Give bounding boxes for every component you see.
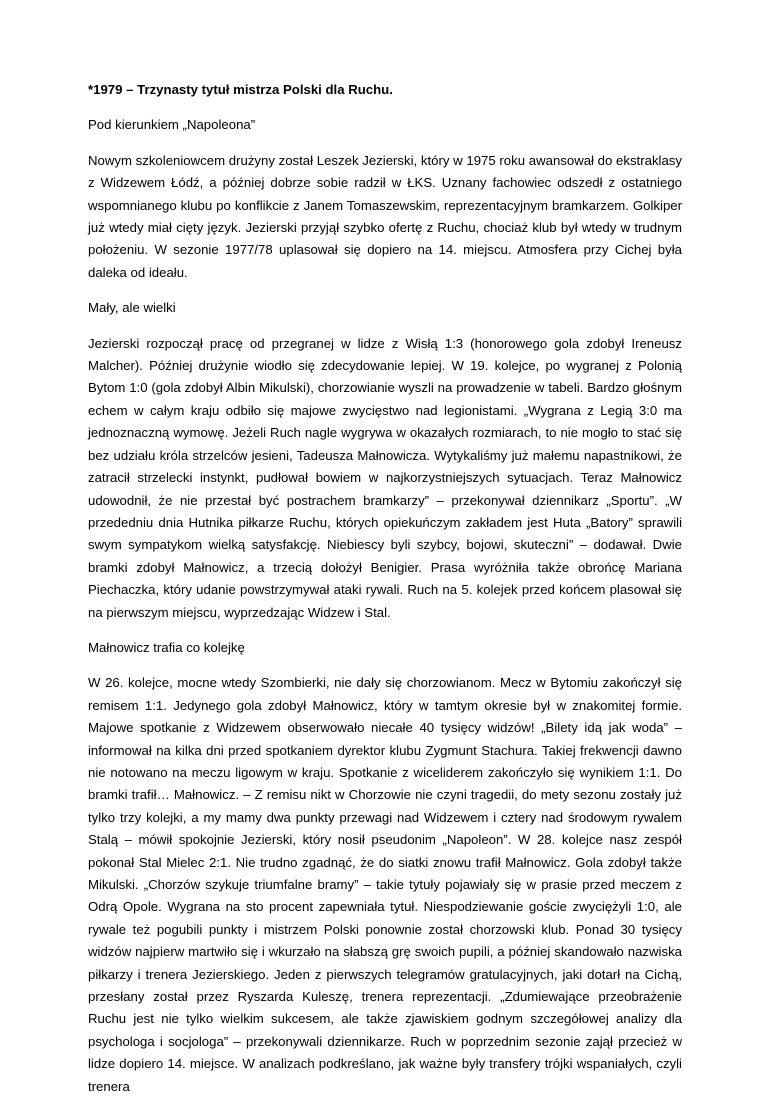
document-title: *1979 – Trzynasty tytuł mistrza Polski dla Ruchu. bbox=[88, 82, 393, 97]
section-heading-small-but-great: Mały, ale wielki bbox=[88, 300, 176, 316]
paragraph-new-coach: Nowym szkoleniowcem drużyny został Leszek Jezierski, który w 1975 roku awansował do ekstraklasy z Widzewem Łódź, a później dobrze sobie radził w ŁKS. Uznany fachowiec odszedł z ostatniego wspomnianego klubu po konflikcie z Janem Tomaszewskim, reprezentacyjnym bramkarzem. Golkiper już wtedy miał cięty język. Jezierski przyjął szybko ofertę z Ruchu, chociaż klub był wtedy w trudnym położeniu. W sezonie 1977/78 uplasował się dopiero na 14. miejscu. Atmosfera przy Cichej była daleka od ideału. bbox=[88, 152, 682, 280]
section-heading-malnowicz-scores: Małnowicz trafia co kolejkę bbox=[88, 639, 245, 655]
paragraph-season-start: Jezierski rozpoczął pracę od przegranej w lidze z Wisłą 1:3 (honorowego gola zdobył Ireneusz Malcher). Później drużynie wiodło się zdecydowanie lepiej. W 19. kolejce, po wygranej z Polonią Bytom 1:0 (gola zdobył Albin Mikulski), chorzowianie wyszli na prowadzenie w tabeli. Bardzo głośnym echem w całym kraju odbiło się majowe zwycięstwo nad legionistami. „Wygrana z Legią 3:0 ma jednoznaczną wymowę. Jeżeli Ruch nagle wygrywa w okazałych rozmiarach, to nie mogło to stać się bez udziału króla strzelców jesieni, Tadeusza Małnowicza. Wytykaliśmy już małemu napastnikowi, że zatracił strzelecki instynkt, pudłował bowiem w najkorzystniejszych sytuacjach. Teraz Małnowicz udowodnił, że nie przestał być postrachem bramkarzy” – przekonywał dziennikarz „Sportu”. „W przededniu dnia Hutnika piłkarze Ruchu, których opiekuńczym zakładem jest Huta „Batory” sprawili swym sympatykom wielką satysfakcję. Niebiescy byli szybcy, bojowi, skuteczni” – dodawał. Dwie bramki zdobył Małnowicz, a trzecią dołożył Benigier. Prasa wyróżniła także obrońcę Mariana Piechaczka, który udanie powstrzymywał ataki rywali. Ruch na 5. kolejek przed końcem plasował się na pierwszym miejscu, wyprzedzając Widzew i Stal. bbox=[88, 335, 682, 620]
section-heading-napoleon: Pod kierunkiem „Napoleona” bbox=[88, 117, 256, 133]
document-page bbox=[88, 79, 682, 1111]
paragraph-final-rounds: W 26. kolejce, mocne wtedy Szombierki, nie dały się chorzowianom. Mecz w Bytomiu zakończył się remisem 1:1. Jedynego gola zdobył Małnowicz, który w tamtym okresie był w znakomitej formie. Majowe spotkanie z Widzewem obserwowało niecałe 40 tysięcy widzów! „Bilety idą jak woda” – informował na kilka dni przed spotkaniem dyrektor klubu Zygmunt Stachura. Takiej frekwencji dawno nie notowano na meczu ligowym w kraju. Spotkanie z wiceliderem zakończyło się wynikiem 1:1. Do bramki trafił… Małnowicz. – Z remisu nikt w Chorzowie nie czyni tragedii, do mety sezonu zostały już tylko trzy kolejki, a my mamy dwa punkty przewagi nad Widzewem i cztery nad środowym rywalem Stalą – mówił spokojnie Jezierski, który nosił pseudonim „Napoleon”. W 28. kolejce nasz zespół pokonał Stal Mielec 2:1. Nie trudno zgadnąć, że do siatki znowu trafił Małnowicz. Gola zdobył także Mikulski. „Chorzów szykuje triumfalne bramy” – takie tytuły pojawiały się w prasie przed meczem z Odrą Opole. Wygrana na sto procent zapewniała tytuł. Niespodziewanie goście zwyciężyli 1:0, ale rywale też pogubili punkty i mistrzem Polski ponownie został chorzowski klub. Ponad 30 tysięcy widzów najpierw martwiło się i wkurzało na słabszą grę swoich pupili, a później skandowało nazwiska piłkarzy i trenera Jezierskiego. Jeden z pierwszych telegramów gratulacyjnych, jaki dotarł na Cichą, przesłany został przez Ryszarda Kuleszę, trenera reprezentacji. „Zdumiewające przeobrażenie Ruchu jest nie tylko wielkim sukcesem, ale także zjawiskiem godnym szczegółowej analizy dla psychologa i socjologa” – przekonywali dziennikarze. Ruch w poprzednim sezonie zajął przecież w lidze dopiero 14. miejsce. W analizach podkreślano, jak ważne były transfery trójki wspaniałych, czyli trenera bbox=[88, 675, 682, 1094]
